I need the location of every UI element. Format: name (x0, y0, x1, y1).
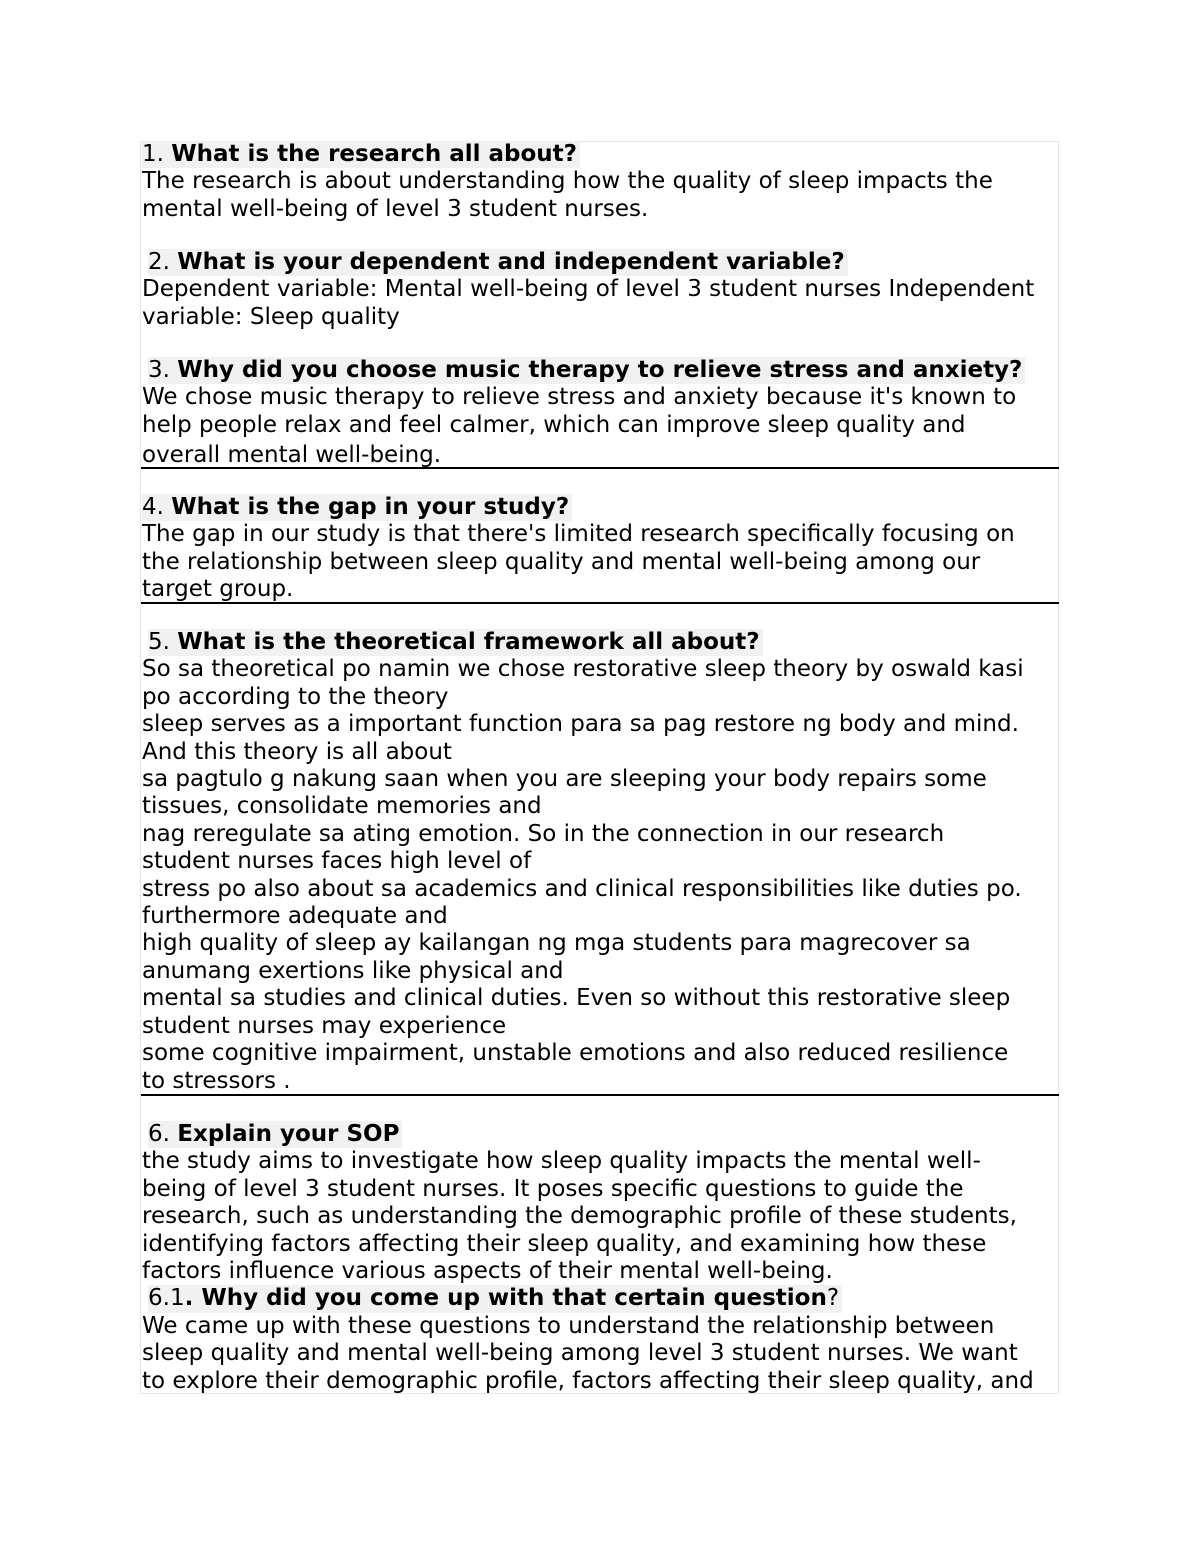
question-4: 4. What is the gap in your study? (142, 494, 1058, 521)
answer-6-line-5: factors influence various aspects of their mental well-being. (142, 1258, 833, 1285)
section-1 (142, 141, 1058, 223)
answer-2-line-2: variable: Sleep quality (142, 303, 400, 330)
question-1: 1. What is the research all about? (142, 141, 1058, 168)
answer-5-line-7: nag reregulate sa ating emotion. So in the connection in our research (142, 820, 945, 847)
answer-5-line-15: some cognitive impairment, unstable emotions and also reduced resilience (142, 1040, 1009, 1067)
answer-2-line-1: Dependent variable: Mental well-being of level 3 student nurses Independent (142, 276, 1035, 303)
answer-5-line-6: tissues, consolidate memories and (142, 793, 542, 820)
answer-6-1-line-3: to explore their demographic profile, factors affecting their sleep quality, and (142, 1367, 1034, 1394)
answer-5-line-11: high quality of sleep ay kailangan ng mga students para magrecover sa (142, 930, 971, 957)
question-3: 3. Why did you choose music therapy to relieve stress and anxiety? (142, 357, 1058, 384)
section-2 (142, 249, 1058, 331)
answer-5-line-5: sa pagtulo g nakung saan when you are sleeping your body repairs some (142, 766, 987, 793)
answer-5-line-10: furthermore adequate and (142, 903, 448, 930)
question-6: 6. Explain your SOP (142, 1121, 1058, 1148)
answer-6-line-3: research, such as understanding the demographic profile of these students, (142, 1203, 1017, 1230)
answer-5-line-2: po according to the theory (142, 683, 449, 710)
answer-5-line-14: student nurses may experience (142, 1012, 507, 1039)
answer-5-line-8: student nurses faces high level of (142, 848, 532, 875)
answer-1-line-2: mental well-being of level 3 student nurses. (142, 195, 649, 222)
answer-6-1-line-2: sleep quality and mental well-being among level 3 student nurses. We want (142, 1340, 1018, 1367)
divider-1 (141, 467, 1059, 469)
answer-3-line-2: help people relax and feel calmer, which can improve sleep quality and (142, 411, 966, 438)
answer-4-line-3: target group. (142, 576, 294, 603)
answer-6-line-4: identifying factors affecting their sleep quality, and examining how these (142, 1230, 987, 1257)
section-6 (142, 1121, 1058, 1395)
answer-6-line-2: being of level 3 student nurses. It poses specific questions to guide the (142, 1175, 964, 1202)
answer-5-line-3: sleep serves as a important function para sa pag restore ng body and mind. (142, 711, 1019, 738)
answer-6-line-1: the study aims to investigate how sleep quality impacts the mental well- (142, 1148, 981, 1175)
answer-5-line-12: anumang exertions like physical and (142, 957, 564, 984)
answer-4-line-1: The gap in our study is that there's limited research specifically focusing on (142, 521, 1015, 548)
section-3 (142, 357, 1058, 470)
section-4 (142, 494, 1058, 604)
divider-2 (141, 602, 1059, 604)
answer-3-line-1: We chose music therapy to relieve stress and anxiety because it's known to (142, 384, 1017, 411)
answer-5-line-1: So sa theoretical po namin we chose restorative sleep theory by oswald kasi (142, 656, 1024, 683)
answer-1-line-1: The research is about understanding how the quality of sleep impacts the (142, 168, 993, 195)
answer-5-line-13: mental sa studies and clinical duties. Even so without this restorative sleep (142, 985, 1011, 1012)
divider-3 (141, 1094, 1059, 1096)
answer-5-line-9: stress po also about sa academics and clinical responsibilities like duties po. (142, 875, 1022, 902)
answer-3-line-3: overall mental well-being. (142, 442, 442, 469)
answer-4-line-2: the relationship between sleep quality and mental well-being among our (142, 548, 981, 575)
answer-5-line-4: And this theory is all about (142, 738, 452, 765)
answer-5-line-16: to stressors . (142, 1067, 291, 1094)
question-2: 2. What is your dependent and independent variable? (142, 249, 1058, 276)
answer-6-1-line-1: We came up with these questions to understand the relationship between (142, 1312, 995, 1339)
question-6-1: 6.1. Why did you come up with that certain question? (142, 1285, 1058, 1312)
section-5 (142, 629, 1058, 1095)
question-5: 5. What is the theoretical framework all about? (142, 629, 1058, 656)
